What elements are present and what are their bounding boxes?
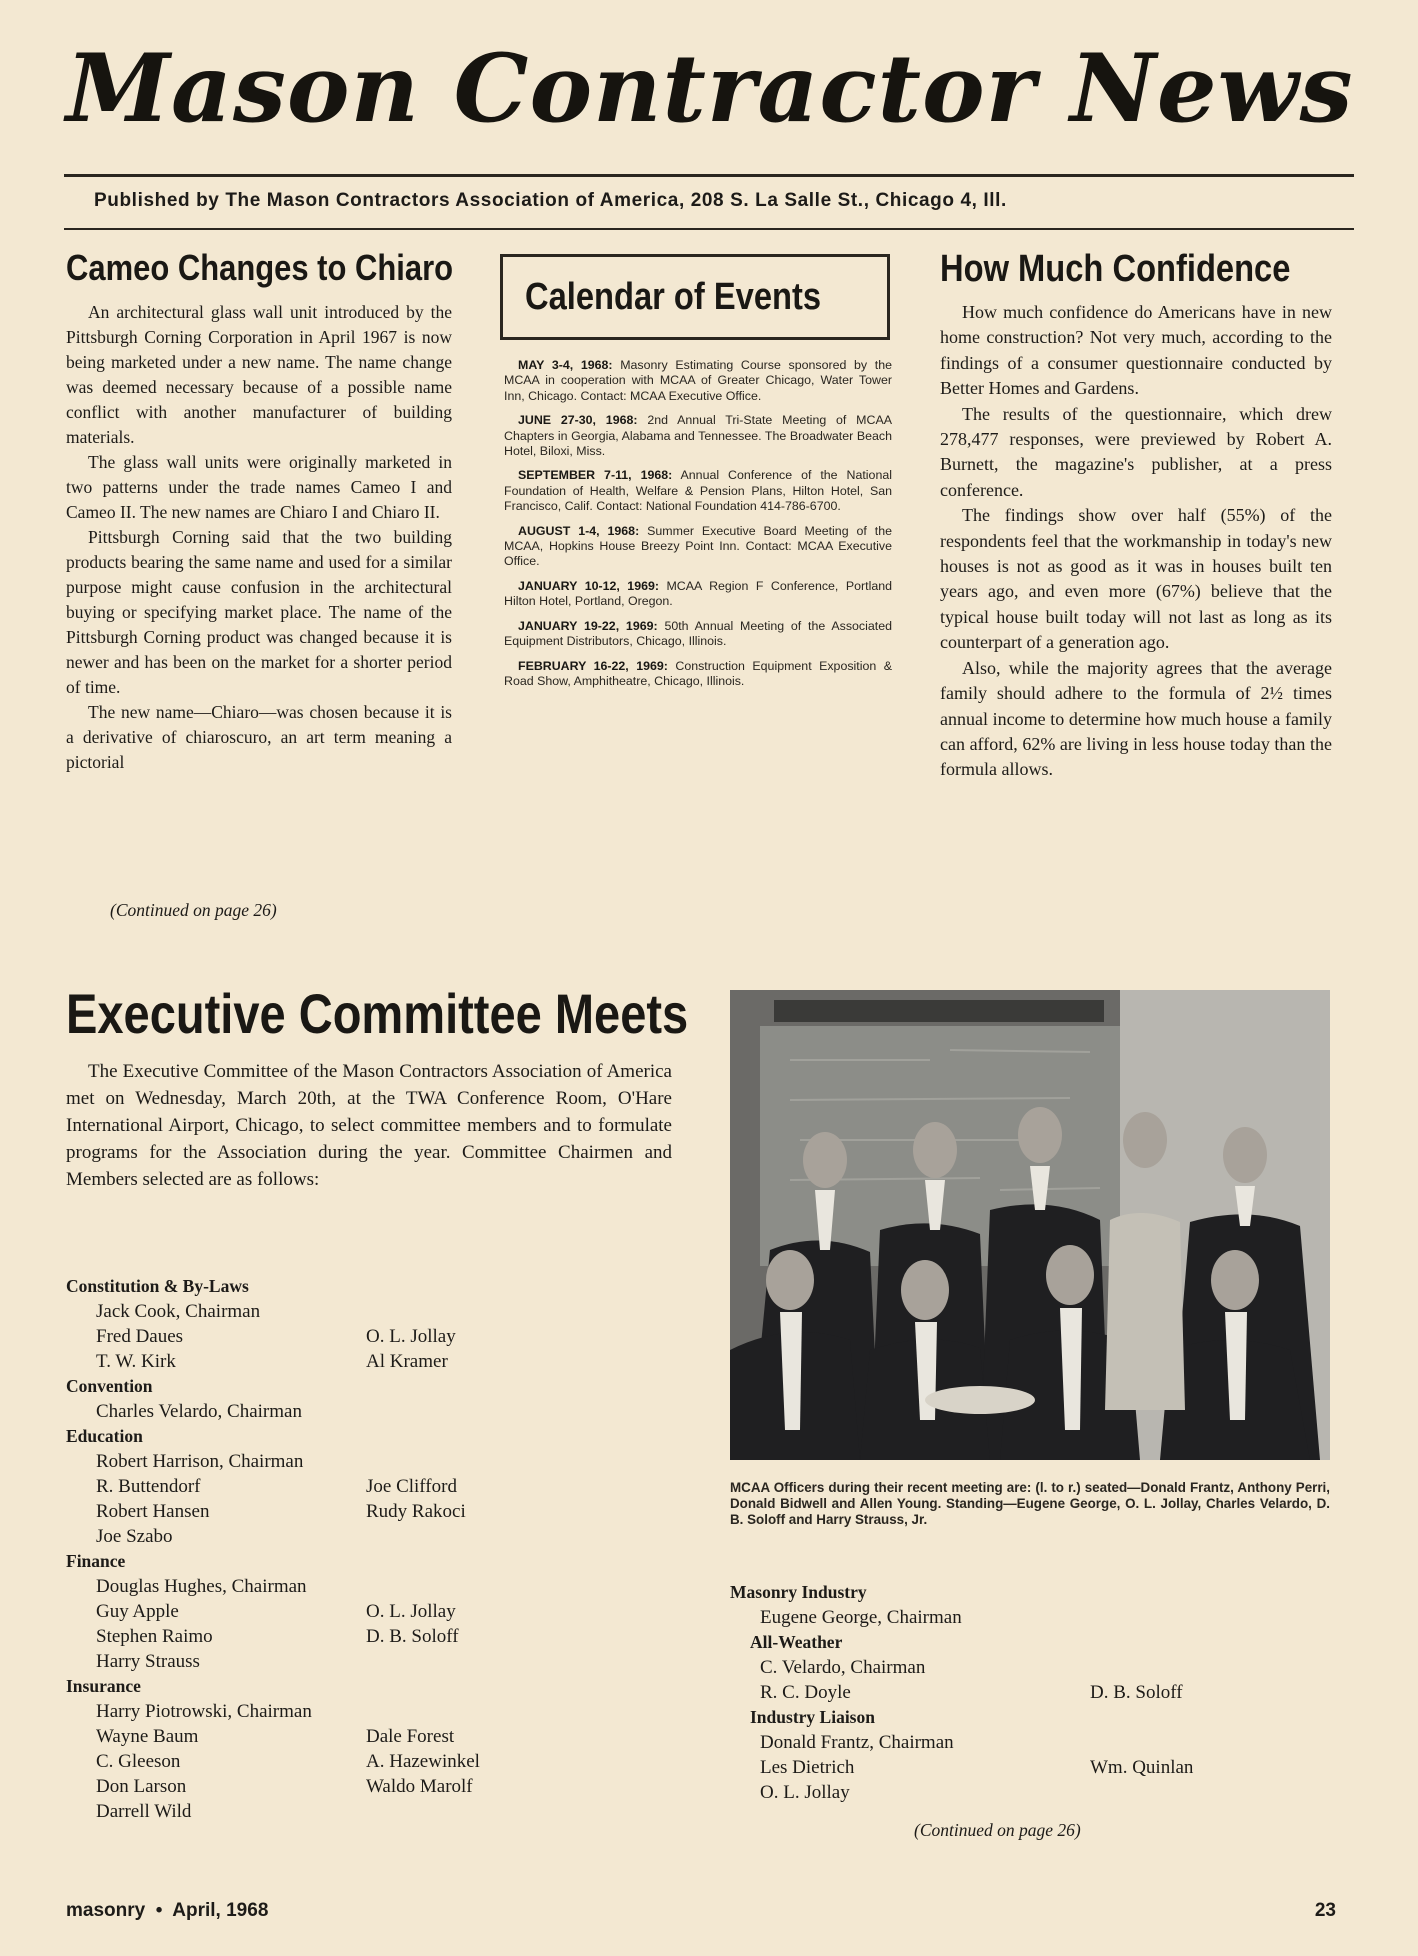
committee-row — [66, 1499, 686, 1524]
committee-row — [66, 1699, 686, 1724]
event-text: Construction Equipment Exposition & Road Show, Amphitheatre, Chicago, Illinois. — [504, 658, 892, 688]
event-text: Annual Conference of the National Foundation of Health, Welfare & Pension Plans, Hilton Hotel, San Francisco, Calif. Contact: National Foundation 414-786-6700. — [504, 468, 892, 514]
committee-row — [66, 1299, 686, 1324]
member-name: C. Velardo, Chairman — [760, 1657, 926, 1678]
cameo-paragraph: Pittsburgh Corning said that the two building products bearing the same name and used for a similar purpose might cause confusion in the architectural buying or specifying market place. The name of the Pittsburgh Corning product was changed because it is newer and has been on the market for a shorter period of time. — [66, 527, 452, 697]
committee-row — [66, 1774, 686, 1799]
member-name: A. Hazewinkel — [366, 1751, 480, 1772]
calendar-event — [504, 524, 892, 570]
event-date: JUNE 27-30, 1968: — [518, 413, 638, 428]
member-name — [366, 1524, 566, 1549]
calendar-headline: Calendar of Events — [525, 276, 822, 318]
member-name: Jack Cook, Chairman — [96, 1301, 261, 1322]
member-name — [1090, 1780, 1290, 1805]
confidence-paragraph: How much confidence do Americans have in new home construction? Not very much, according to the findings of a consumer questionnaire conducted by Better Homes and Gardens. — [940, 302, 1332, 399]
calendar-event — [504, 413, 892, 459]
member-name: R. Buttendorf — [96, 1476, 201, 1497]
cameo-headline: Cameo Changes to Chiaro — [66, 247, 454, 288]
cameo-article — [66, 300, 452, 775]
member-name: Waldo Marolf — [366, 1776, 473, 1797]
calendar-events — [504, 358, 892, 698]
member-name — [366, 1799, 566, 1824]
calendar-event — [504, 659, 892, 690]
committee-name: Finance — [66, 1551, 126, 1571]
cameo-paragraph: An architectural glass wall unit introduced by the Pittsburgh Corning Corporation in April 1967 is now being marketed under a new name. The name change was deemed necessary because of a possible name conflict with another manufacturer of building materials. — [66, 302, 452, 447]
member-name: Harry Piotrowski, Chairman — [96, 1701, 312, 1722]
publisher-rule — [64, 228, 1354, 230]
member-name — [1090, 1730, 1290, 1755]
committee-name: All-Weather — [750, 1632, 843, 1652]
cameo-continued: (Continued on page 26) — [110, 900, 277, 920]
event-text: MCAA Region F Conference, Portland Hilton Hotel, Portland, Oregon. — [504, 578, 892, 609]
committee-name: Constitution & By-Laws — [66, 1276, 249, 1296]
confidence-paragraph: Also, while the majority agrees that the average family should adhere to the formula of 2½ times annual income to determine how much house a family can afford, 62% are living in less house today than the formula allows. — [940, 657, 1332, 780]
committee-row — [66, 1799, 686, 1824]
committee-row — [66, 1324, 686, 1349]
masthead-title: Mason Contractor News — [66, 34, 1354, 144]
event-date: FEBRUARY 16-22, 1969: — [518, 658, 668, 673]
committee-row — [730, 1605, 1330, 1630]
member-name: Donald Frantz, Chairman — [760, 1732, 954, 1753]
officers-photo — [730, 990, 1330, 1460]
committee-row — [66, 1474, 686, 1499]
member-name — [366, 1399, 566, 1424]
event-text: 2nd Annual Tri-State Meeting of MCAA Chapters in Georgia, Alabama and Tennessee. The Broadwater Beach Hotel, Biloxi, Miss. — [504, 413, 892, 459]
member-name: Wm. Quinlan — [1090, 1757, 1194, 1778]
photo-caption: MCAA Officers during their recent meeting are: (l. to r.) seated—Donald Frantz, Anthony Perri, Donald Bidwell and Allen Young. Standing—Eugene George, O. L. Jollay, Charles Velardo, D. B. Soloff and Harry Strauss, Jr. — [730, 1480, 1330, 1527]
member-name — [366, 1574, 566, 1599]
committee-name: Convention — [66, 1376, 153, 1396]
confidence-paragraph: The findings show over half (55%) of the respondents feel that the workmanship in today's new houses is not as good as it was in houses built ten years ago, and even more (67%) believe that the typical house built today will not last as long as its counterpart of a generation ago. — [940, 505, 1332, 653]
member-name: D. B. Soloff — [366, 1626, 459, 1647]
executive-intro — [66, 1058, 672, 1193]
committee-row — [730, 1755, 1330, 1780]
committee-name: Masonry Industry — [730, 1582, 867, 1602]
member-name: T. W. Kirk — [96, 1351, 176, 1372]
member-name: Eugene George, Chairman — [760, 1607, 962, 1628]
confidence-article — [940, 300, 1332, 783]
member-name: Stephen Raimo — [96, 1626, 213, 1647]
member-name: Les Dietrich — [760, 1757, 855, 1778]
member-name — [1090, 1655, 1290, 1680]
calendar-event — [504, 619, 892, 650]
committee-row — [66, 1749, 686, 1774]
footer-issue — [66, 1900, 268, 1922]
member-name: Douglas Hughes, Chairman — [96, 1576, 307, 1597]
committee-row — [66, 1724, 686, 1749]
cameo-paragraph: The glass wall units were originally marketed in two patterns under the trade names Cameo I and Cameo II. The new names are Chiaro I and Chiaro II. — [66, 452, 452, 522]
committee-row — [66, 1449, 686, 1474]
committee-row — [66, 1599, 686, 1624]
event-date: AUGUST 1-4, 1968: — [518, 523, 640, 538]
committee-row — [66, 1524, 686, 1549]
member-name: Harry Strauss — [96, 1651, 200, 1672]
member-name — [366, 1699, 566, 1724]
member-name: O. L. Jollay — [760, 1782, 850, 1803]
member-name — [366, 1449, 566, 1474]
committee-row — [730, 1730, 1330, 1755]
publisher-line: Published by The Mason Contractors Association of America, 208 S. La Salle St., Chicago 4, Ill. — [94, 190, 1007, 211]
committee-list-left — [66, 1274, 686, 1824]
committee-list-right — [730, 1580, 1330, 1805]
committee-row — [66, 1624, 686, 1649]
event-date: JANUARY 10-12, 1969: — [518, 578, 659, 593]
calendar-event — [504, 358, 892, 404]
event-date: JANUARY 19-22, 1969: — [518, 618, 658, 633]
calendar-event — [504, 579, 892, 610]
member-name: Rudy Rakoci — [366, 1501, 466, 1522]
calendar-event — [504, 468, 892, 514]
member-name: C. Gleeson — [96, 1751, 181, 1772]
committee-row — [66, 1649, 686, 1674]
member-name: R. C. Doyle — [760, 1682, 851, 1703]
executive-intro-text: The Executive Committee of the Mason Contractors Association of America met on Wednesday, March 20th, at the TWA Conference Room, O'Hare International Airport, Chicago, to select committee members and to formulate programs for the Association during the year. Committee Chairmen and Members selected are as follows: — [66, 1061, 672, 1190]
member-name: Joe Szabo — [96, 1526, 173, 1547]
member-name: Fred Daues — [96, 1326, 184, 1347]
member-name — [1090, 1605, 1290, 1630]
committee-name: Education — [66, 1426, 143, 1446]
confidence-paragraph: The results of the questionnaire, which drew 278,477 responses, were previewed by Robert A. Burnett, the magazine's publisher, at a press conference. — [940, 403, 1332, 500]
member-name: Al Kramer — [366, 1351, 448, 1372]
member-name: Darrell Wild — [96, 1801, 192, 1822]
event-text: Summer Executive Board Meeting of the MCAA, Hopkins House Breezy Point Inn. Contact: MCAA Executive Office. — [504, 523, 892, 569]
officers-photo-image — [730, 990, 1330, 1460]
committee-row — [730, 1680, 1330, 1705]
executive-continued: (Continued on page 26) — [914, 1820, 1081, 1840]
committee-name: Insurance — [66, 1676, 141, 1696]
event-date: SEPTEMBER 7-11, 1968: — [518, 468, 673, 483]
page-number: 23 — [1314, 1900, 1336, 1921]
member-name: Joe Clifford — [366, 1476, 457, 1497]
committee-row — [730, 1780, 1330, 1805]
member-name: Dale Forest — [366, 1726, 455, 1747]
committee-row — [66, 1349, 686, 1374]
member-name: Robert Harrison, Chairman — [96, 1451, 304, 1472]
committee-name: Industry Liaison — [750, 1707, 875, 1727]
member-name: Guy Apple — [96, 1601, 179, 1622]
member-name: Don Larson — [96, 1776, 187, 1797]
member-name: O. L. Jollay — [366, 1601, 456, 1622]
member-name: Wayne Baum — [96, 1726, 199, 1747]
member-name: Robert Hansen — [96, 1501, 210, 1522]
event-text: Masonry Estimating Course sponsored by the MCAA in cooperation with MCAA of Greater Chicago, Water Tower Inn, Chicago. Contact: MCAA Executive Office. — [504, 358, 892, 403]
event-text: 50th Annual Meeting of the Associated Equipment Distributors, Chicago, Illinois. — [504, 618, 892, 649]
cameo-paragraph: The new name—Chiaro—was chosen because it is a derivative of chiaroscuro, an art term meaning a pictorial — [66, 702, 452, 772]
confidence-headline: How Much Confidence — [940, 248, 1291, 290]
member-name — [366, 1649, 566, 1674]
footer-magazine: masonry — [66, 1900, 146, 1921]
member-name: Charles Velardo, Chairman — [96, 1401, 302, 1422]
committee-row — [66, 1574, 686, 1599]
committee-row — [730, 1655, 1330, 1680]
masthead-rule — [64, 174, 1354, 177]
footer-date: April, 1968 — [172, 1900, 269, 1921]
event-date: MAY 3-4, 1968: — [518, 358, 613, 372]
member-name: D. B. Soloff — [1090, 1682, 1183, 1703]
member-name: O. L. Jollay — [366, 1326, 456, 1347]
executive-headline: Executive Committee Meets — [66, 982, 689, 1045]
member-name — [366, 1299, 566, 1324]
footer-bullet: • — [155, 1900, 163, 1921]
committee-row — [66, 1399, 686, 1424]
